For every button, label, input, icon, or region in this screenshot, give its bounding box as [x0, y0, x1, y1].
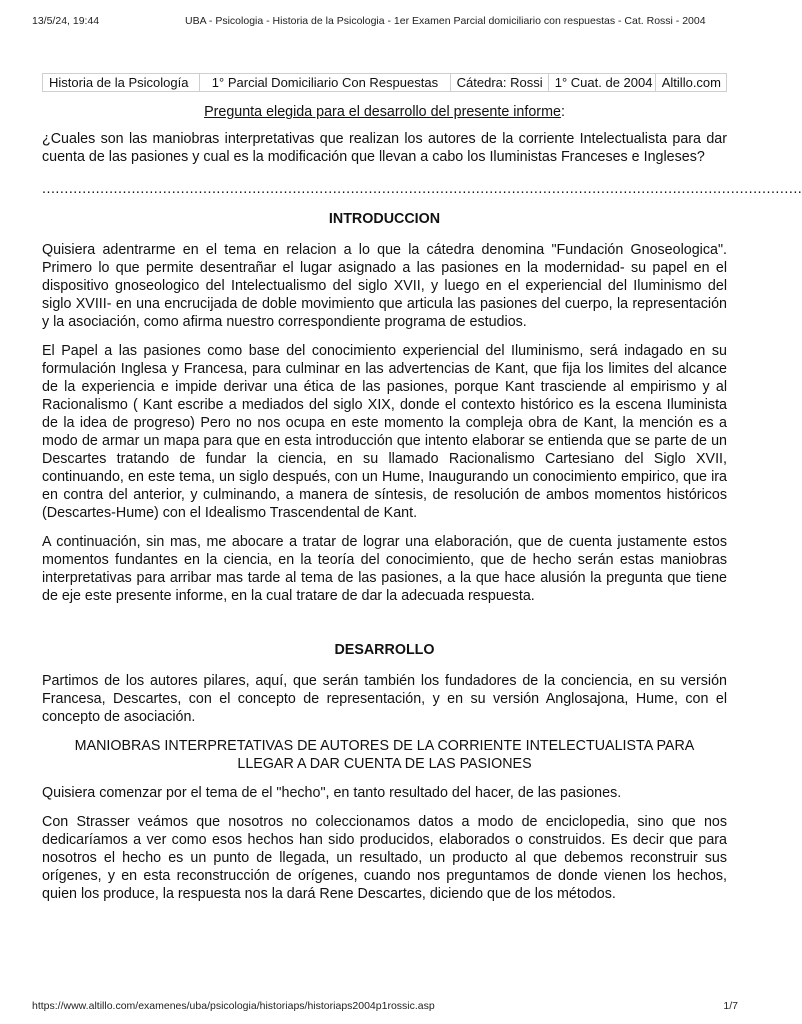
question-heading-colon: :: [560, 104, 565, 120]
intro-paragraph-1: Quisiera adentrarme en el tema en relacion a lo que la cátedra denomina "Fundación Gnoseologica". Primero lo que permite desentrañar el lugar asignado a las pasiones en la modernidad- su papel en el dispositivo gnoseologico del Intelectualismo del siglo XVII, y luego en el experiencial del Iluminismo del siglo XVIII- en una encrucijada de doble movimiento que articula las pasiones del cuerpo, la representación y la asociación, como afirma nuestro correspondiente programa de estudios.: [42, 242, 727, 330]
intro-paragraph-2: El Papel a las pasiones como base del conocimiento experiencial del Iluminismo, será indagado en su formulación Inglesa y Francesa, para culminar en las advertencias de Kant, que fija los limites del alcance de la experiencia e impide derivar una ética de las pasiones, porque Kant trasciende al empirismo y al Racionalismo ( Kant escribe a mediados del siglo XIX, donde el contexto histórico es la escena Iluminista de la idea de progreso) Pero no nos ocupa en este momento la compleja obra de Kant, la mención es a modo de armar un mapa para que en esta introducción que intento elaborar se entienda que se parte de un Descartes tratando de fundar la ciencia, en su llamado Racionalismo Cartesiano del Siglo XVII, continuando, en este tema, un siglo después, con un Hume, Inaugurando un conocimiento empirico, que ira en contra del anterior, y culminando, a manera de síntesis, de resolución de ambos momentos históricos (Descartes-Hume) con el Idealismo Trascendental de Kant.: [42, 343, 727, 521]
print-date: 13/5/24, 19:44: [32, 15, 100, 27]
print-title: UBA - Psicologia - Historia de la Psicologia - 1er Examen Parcial domiciliario con respuestas - Cat. Rossi - 2004: [185, 15, 706, 27]
intro-paragraph-3: A continuación, sin mas, me abocare a tratar de lograr una elaboración, que de cuenta justamente estos momentos fundantes en la ciencia, en la teoría del conocimiento, que de hecho serán estas maniobras interpretativas para arribar mas tarde al tema de las pasiones, a la que hace alusión la pregunta que tiene de eje este presente informe, en la cual tratare de dar la adecuada respuesta.: [42, 534, 727, 604]
question-text: ¿Cuales son las maniobras interpretativas que realizan los autores de la corriente Intelectualista para dar cuenta de las pasiones y cual es la modificación que llevan a cabo los Iluministas Franceses e Ingleses?: [42, 131, 727, 165]
desarrollo-paragraph-2: Con Strasser veámos que nosotros no coleccionamos datos a modo de enciclopedia, sino que nos dedicaríamos a ver como esos hechos han sido producidos, elaborados o construidos. Es decir que para nosotros el hecho es un punto de llegada, un resultado, un producto al que debemos reconstruir sus orígenes, y en esta reconstrucción de orígenes, cuando nos preguntamos de donde vienen los hechos, quien los produce, la respuesta nos la dará Rene Descartes, diciendo que de los métodos.: [42, 814, 727, 902]
desarrollo-paragraph-1: Quisiera comenzar por el tema de el "hecho", en tanto resultado del hacer, de las pasiones.: [42, 785, 622, 801]
page-url: https://www.altillo.com/examenes/uba/psicologia/historiaps/historiaps2004p1rossic.asp: [32, 1000, 435, 1012]
breadcrumb: [42, 73, 727, 92]
intro-heading: INTRODUCCION: [328, 211, 441, 227]
desarrollo-intro: Partimos de los autores pilares, aquí, que serán también los fundadores de la conciencia, en su versión Francesa, Descartes, con el concepto de representación, y en su versión Anglosajona, Hume, con el concepto de asociación.: [42, 673, 727, 725]
breadcrumb-site[interactable]: Altillo.com: [661, 75, 721, 90]
question-heading-text: Pregunta elegida para el desarrollo del presente informe: [204, 104, 561, 120]
breadcrumb-exam[interactable]: 1° Parcial Domiciliario Con Respuestas: [200, 74, 451, 91]
breadcrumb-term[interactable]: 1° Cuat. de 2004: [549, 74, 656, 91]
breadcrumb-catedra[interactable]: Cátedra: Rossi: [451, 74, 549, 91]
page-number: 1/7: [723, 1000, 738, 1012]
document-body: [42, 103, 802, 914]
separator: ..........................................................................................................................................................................: [42, 181, 802, 197]
desarrollo-heading: DESARROLLO: [334, 642, 435, 658]
breadcrumb-subject[interactable]: Historia de la Psicología: [43, 74, 200, 91]
question-heading: [42, 103, 727, 121]
section-subheading: MANIOBRAS INTERPRETATIVAS DE AUTORES DE LA CORRIENTE INTELECTUALISTA PARA LLEGAR A DAR CUENTA DE LAS PASIONES: [74, 738, 695, 772]
